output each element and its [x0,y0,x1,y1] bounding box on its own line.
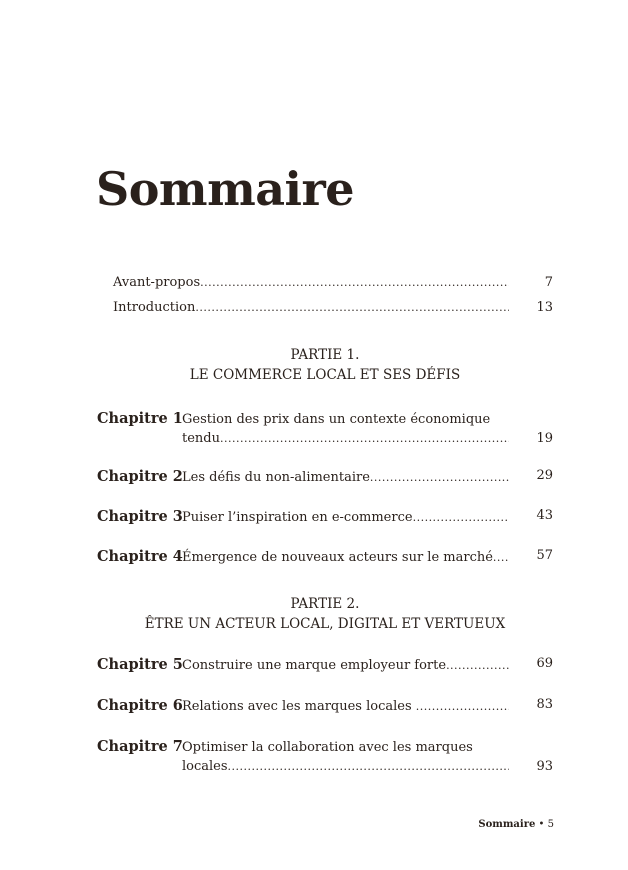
page-footer [478,819,554,830]
toc-chapter-2[interactable] [97,468,553,485]
chapter-label: Chapitre 6 [97,697,183,714]
chapter-title: Construire une marque employeur forte [182,658,447,673]
footer-separator: • [538,819,545,830]
page-number: 13 [536,300,553,315]
chapter-title: Émergence de nouveaux acteurs sur le marché [182,550,493,565]
footer-label: Sommaire [478,819,536,830]
toc-chapter-1[interactable] [97,410,553,446]
part-number: PARTIE 2. [290,596,360,612]
page-number: 57 [536,548,553,563]
toc-chapter-6[interactable] [97,697,553,714]
dot-leader [228,760,509,773]
part-number: PARTIE 1. [290,347,360,363]
toc-chapter-7[interactable] [97,738,553,774]
chapter-title: locales [182,759,228,774]
dot-leader [416,700,509,713]
toc-chapter-4[interactable] [97,548,553,565]
chapter-title-line1: Gestion des prix dans un contexte économique [182,412,491,427]
toc-chapter-3[interactable] [97,508,553,525]
dot-leader [446,659,509,672]
page-number: 43 [536,508,553,523]
part-title: LE COMMERCE LOCAL ET SES DÉFIS [189,367,461,383]
dot-leader [220,432,509,445]
chapter-title: Relations avec les marques locales [182,699,416,714]
chapter-label: Chapitre 4 [97,548,183,565]
page-number: 93 [536,759,553,774]
toc-chapter-5[interactable] [97,656,553,673]
entry-label: Avant-propos [113,275,201,290]
chapter-label: Chapitre 5 [97,656,183,673]
chapter-label: Chapitre 1 [97,410,183,427]
part-heading-1 [0,345,628,385]
page-number: 7 [544,275,553,290]
chapter-label: Chapitre 2 [97,468,183,485]
entry-label: Introduction [113,300,196,315]
toc-entry-introduction[interactable] [113,300,553,315]
part-title: ÊTRE UN ACTEUR LOCAL, DIGITAL ET VERTUEUX [144,616,506,632]
chapter-title: tendu [182,431,220,446]
chapter-title: Puiser l’inspiration en e-commerce [182,510,413,525]
part-heading-2 [0,594,628,634]
dot-leader [195,301,509,314]
page-number: 83 [536,697,553,712]
footer-page-number: 5 [547,819,554,830]
page-title: Sommaire [96,162,355,216]
dot-leader [413,511,509,524]
page-number: 29 [536,468,553,483]
dot-leader [370,471,509,484]
page-number: 69 [536,656,553,671]
dot-leader [493,551,509,564]
toc-entry-avant-propos[interactable] [113,275,553,290]
page-number: 19 [536,431,553,446]
chapter-label: Chapitre 7 [97,738,183,755]
dot-leader [200,276,509,289]
chapter-title: Les défis du non-alimentaire [182,470,370,485]
chapter-label: Chapitre 3 [97,508,183,525]
chapter-title-line1: Optimiser la collaboration avec les marques [182,740,473,755]
